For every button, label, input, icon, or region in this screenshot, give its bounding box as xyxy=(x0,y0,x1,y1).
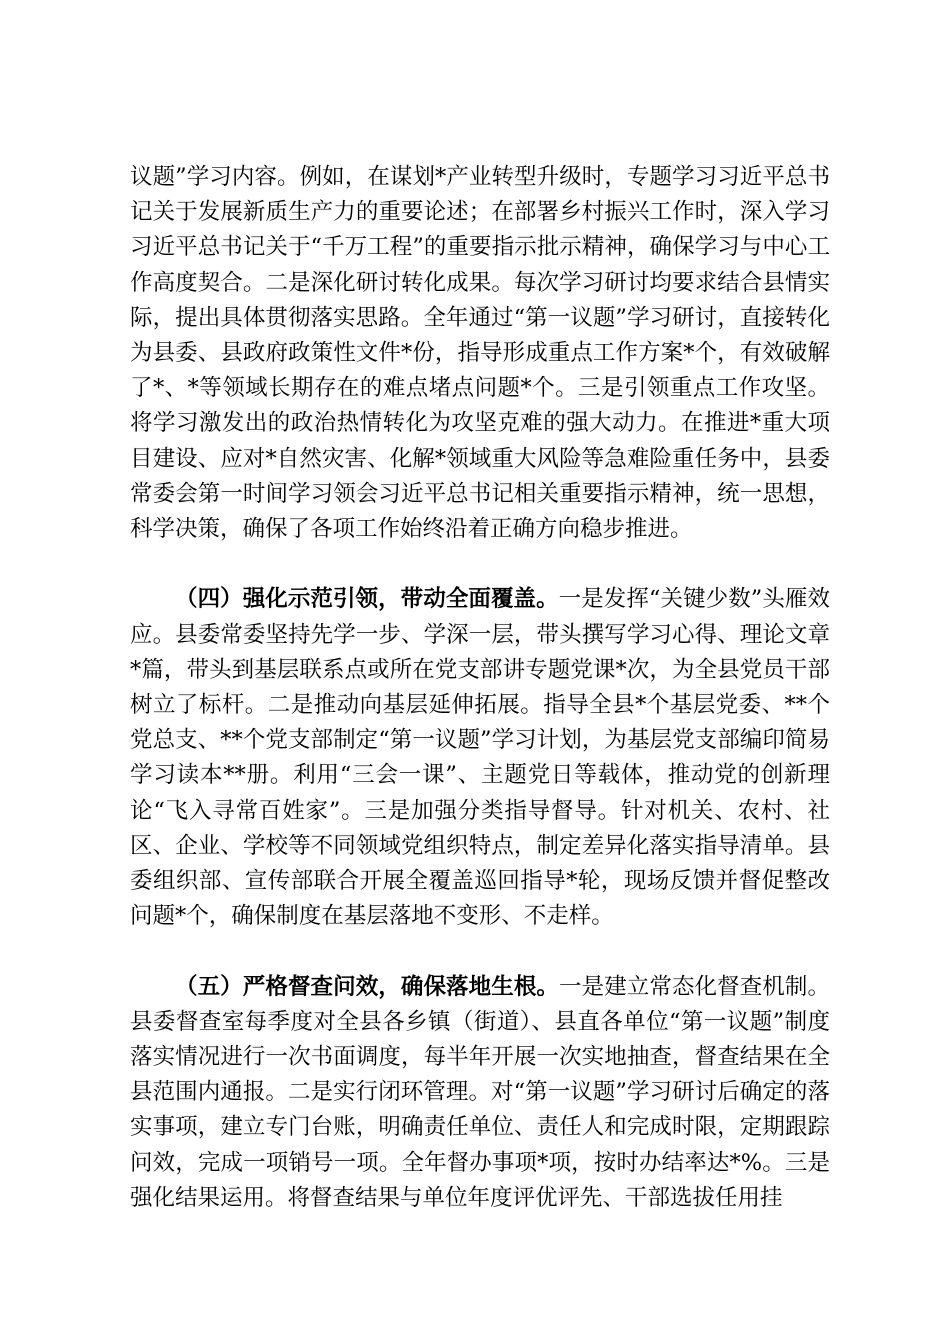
section-heading: （四）强化示范引领，带动全面覆盖。 xyxy=(175,586,559,613)
paragraph-section-four xyxy=(130,582,830,934)
paragraph-body: 一是建立常态化督查机制。县委督查室每季度对全县各乡镇（街道）、县直各单位“第一议题”制度落实情况进行一次书面调度，每半年开展一次实地抽查，督查结果在全县范围内通报。二是实行闭环管理。对“第一议题”学习研讨后确定的落实事项，建立专门台账，明确责任单位、责任人和完成时限，定期跟踪问效，完成一项销号一项。全年督办事项*项，按时办结率达*%。三是强化结果运用。将督查结果与单位年度评优评先、干部选拔任用挂 xyxy=(130,973,830,1211)
paragraph-continuation xyxy=(130,160,830,547)
paragraph-section-five xyxy=(130,970,830,1216)
paragraph-body: 一是发挥“关键少数”头雁效应。县委常委坚持先学一步、学深一层，带头撰写学习心得、理论文章*篇，带头到基层联系点或所在党支部讲专题党课*次，为全县党员干部树立了标杆。二是推动向基层延伸拓展。指导全县*个基层党委、**个党总支、**个党支部制定“第一议题”学习计划，为基层党支部编印简易学习读本**册。利用“三会一课”、主题党日等载体，推动党的创新理论“飞入寻常百姓家”。三是加强分类指导督导。针对机关、农村、社区、企业、学校等不同领域党组织特点，制定差异化落实指导清单。县委组织部、宣传部联合开展全覆盖巡回指导*轮，现场反馈并督促整改问题*个，确保制度在基层落地不变形、不走样。 xyxy=(130,586,830,930)
document-page xyxy=(130,160,830,1216)
section-heading: （五）严格督查问效，确保落地生根。 xyxy=(175,973,559,1000)
paragraph-body: 议题”学习内容。例如，在谋划*产业转型升级时，专题学习习近平总书记关于发展新质生产力的重要论述；在部署乡村振兴工作时，深入学习习近平总书记关于“千万工程”的重要指示批示精神，确保学习与中心工作高度契合。二是深化研讨转化成果。每次学习研讨均要求结合县情实际，提出具体贯彻落实思路。全年通过“第一议题”学习研讨，直接转化为县委、县政府政策性文件*份，指导形成重点工作方案*个，有效破解了*、*等领域长期存在的难点堵点问题*个。三是引领重点工作攻坚。将学习激发出的政治热情转化为攻坚克难的强大动力。在推进*重大项目建设、应对*自然灾害、化解*领域重大风险等急难险重任务中，县委常委会第一时间学习领会习近平总书记相关重要指示精神，统一思想，科学决策，确保了各项工作始终沿着正确方向稳步推进。 xyxy=(130,164,830,543)
